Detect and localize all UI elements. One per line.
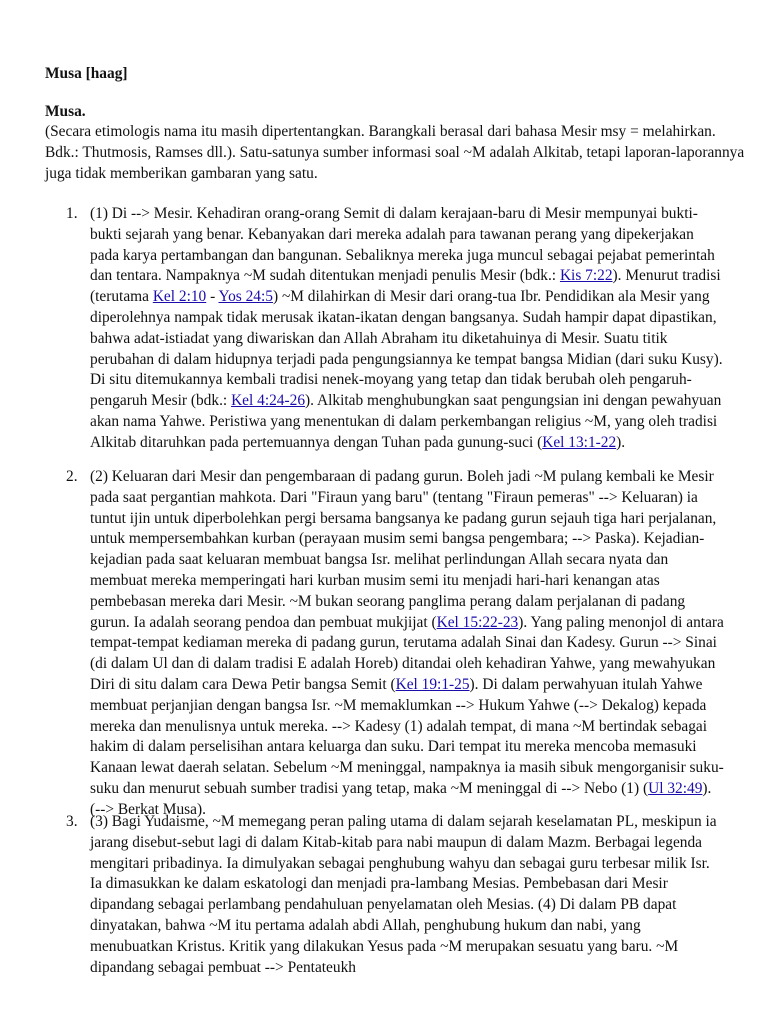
text-run: ). Menurut tradisi (terutama xyxy=(90,267,721,306)
text-run: (1) Di --> Mesir. Kehadiran orang-orang Semit di dalam kerajaan-baru di Mesir mempunyai bukti-bukti sejarah yang benar. Kebanyakan dari mereka adalah para tawanan perang yang dipekerjakan pada karya pertambangan dan bangunan. Sebaliknya mereka juga muncul sebagai pejabat pemerintah dan tentara. Nampaknya ~M sudah ditentukan menjadi penulis Mesir (bdk.: xyxy=(90,205,715,285)
text-run: (2) Keluaran dari Mesir dan pengembaraan di padang gurun. Boleh jadi ~M pulang kembali ke Mesir pada saat pergantian mahkota. Dari "Firaun yang baru" (tentang "Firaun pemeras" --> Keluaran) ia tuntut ijin untuk diperbolehkan pergi bersama bangsanya ke padang gurun sejauh tiga hari perjalanan, untuk mempersembahkan kurban (perayaan musim semi bangsa pengembara; --> Paska). Kejadian-kejadian pada saat keluaran membuat bangsa Isr. melihat perlindungan Allah secara nyata dan membuat mereka memperingati hari kurban musim semi itu menjadi hari-hari kenangan atas pembebasan mereka dari Mesir. ~M bukan seorang panglima perang dalam perjalanan di padang gurun. Ia adalah seorang pendoa dan pembuat mukjijat ( xyxy=(90,468,717,631)
scripture-link[interactable]: Kel 13:1-22 xyxy=(542,433,617,451)
text-run: ). Di dalam perwahyuan itulah Yahwe membuat perjanjian dengan bangsa Isr. ~M memaklumkan --> Hukum Yahwe (--> Dekalog) kepada mereka dan menulisnya untuk mereka. --> Kadesy (1) adalah tempat, di mana ~M bertindak sebagai hakim di dalam perselisihan antara keluarga dan suku. Dari tempat itu mereka mencoba memasuki Kanaan lewat daerah selatan. Sebelum ~M meninggal, nampaknya ia masih sibuk mengorganisir suku-suku dan menurut sebuah sumber tradisi yang tetap, maka ~M meninggal di --> Nebo (1) ( xyxy=(90,675,724,797)
scripture-link[interactable]: Kel 2:10 xyxy=(152,288,207,306)
text-run: (3) Bagi Yudaisme, ~M memegang peran paling utama di dalam sejarah keselamatan PL, meskipun ia jarang disebut-sebut lagi di dalam Kitab-kitab para nabi maupun di dalam Mazm. Berbagai legenda mengitari pribadinya. Ia dimulyakan sebagai penghubung wahyu dan sebagai guru terbesar milik Isr. Ia dimasukkan ke dalam eskatologi dan menjadi pra-lambang Mesias. Pembebasan dari Mesir dipandang sebagai perlambang pendahuluan penyelamatan oleh Mesias. (4) Di dalam PB dapat dinyatakan, bahwa ~M itu pertama adalah abdi Allah, penghubung hukum dan nabi, yang menubuatkan Kristus. Kritik yang dilakukan Yesus pada ~M merupakan sesuatu yang baru. ~M dipandang sebagai pembuat --> Pentateukh xyxy=(90,813,717,976)
text-run: ) ~M dilahirkan di Mesir dari orang-tua Ibr. Pendidikan ala Mesir yang diperolehnya nampak tidak merusak ikatan-ikatan dengan bangsanya. Sudah hampir dapat dipastikan, bahwa adat-istiadat yang diwariskan dan Allah Abraham itu diketahuinya di Mesir. Suatu titik perubahan di dalam hidupnya terjadi pada pengungsiannya ke tempat bangsa Midian (dari suku Kusy). Di situ ditemukannya kembali tradisi nenek-moyang yang tetap dan tidak berubah oleh pengaruh-pengaruh Mesir (bdk.: xyxy=(90,288,723,410)
list-item-text xyxy=(90,812,725,978)
scripture-link[interactable]: Kel 4:24-26 xyxy=(231,392,306,410)
text-run: ). (--> Berkat Musa). xyxy=(90,779,712,818)
text-run: ). Yang paling menonjol di antara tempat-tempat kediaman mereka di padang gurun, terutama adalah Sinai dan Kadesy. Gurun --> Sinai (di dalam Ul dan di dalam tradisi E adalah Horeb) ditandai oleh kehadiran Yahwe, yang mewahyukan Diri di situ dalam cara Dewa Petir bangsa Semit ( xyxy=(90,613,724,693)
list-number: 1. xyxy=(66,205,78,222)
text-run: ). xyxy=(616,433,626,451)
scripture-link[interactable]: Yos 24:5 xyxy=(218,288,273,306)
list-number: 2. xyxy=(66,468,78,485)
list-item-text xyxy=(90,467,725,821)
entry-heading: Musa. xyxy=(45,103,86,120)
text-run: ). Alkitab menghubungkan saat pengungsian ini dengan pewahyuan akan nama Yahwe. Peristiwa yang menentukan di dalam perkembangan religius ~M, yang oleh tradisi Alkitab ditaruhkan pada pertemuannya dengan Tuhan pada gunung-suci ( xyxy=(90,392,722,451)
list-item-1 xyxy=(45,204,725,454)
scripture-link[interactable]: Ul 32:49 xyxy=(648,779,703,797)
scripture-link[interactable]: Kel 15:22-23 xyxy=(436,613,519,631)
scripture-link[interactable]: Kel 19:1-25 xyxy=(395,675,470,693)
list-item-text xyxy=(90,204,725,454)
list-item-3 xyxy=(45,812,725,978)
document-title: Musa [haag] xyxy=(45,65,128,82)
intro-paragraph: (Secara etimologis nama itu masih dipertentangkan. Barangkali berasal dari bahasa Mesir msy = melahirkan. Bdk.: Thutmosis, Ramses dll.). Satu-satunya sumber informasi soal ~M adalah Alkitab, tetapi laporan-laporannya juga tidak memberikan gambaran yang satu. xyxy=(45,123,745,182)
list-number: 3. xyxy=(66,813,78,830)
list-item-2 xyxy=(45,467,725,821)
scripture-link[interactable]: Kis 7:22 xyxy=(559,267,613,285)
text-run: - xyxy=(206,288,219,306)
